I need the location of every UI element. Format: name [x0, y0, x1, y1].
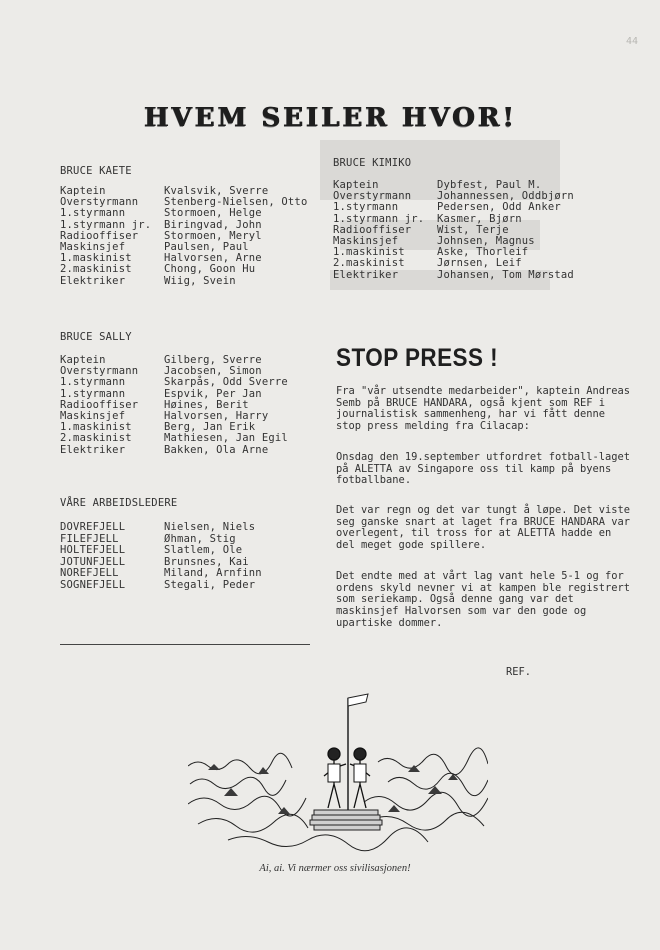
section-divider — [60, 644, 310, 645]
crew-name: Johansen, Tom Mørstad — [437, 268, 574, 281]
leader-row — [60, 522, 262, 534]
leader-name: Slatlem, Ole — [164, 544, 243, 557]
ship-name: SOGNEFJELL — [60, 578, 126, 591]
crew-role: 1.styrmann — [60, 376, 126, 389]
bruce-sally-heading: BRUCE SALLY — [60, 331, 132, 343]
bruce-kaete-crew-list — [60, 186, 307, 287]
leader-name: Nielsen, Niels — [164, 521, 256, 533]
crew-row — [60, 377, 288, 388]
crew-name: Pedersen, Odd Anker — [437, 201, 561, 214]
leader-name: Stegali, Peder — [164, 578, 256, 591]
bruce-kaete-heading: BRUCE KAETE — [60, 165, 132, 177]
crew-role: Radiooffiser — [60, 398, 139, 411]
crew-name: Stormoen, Helge — [164, 207, 262, 220]
crew-row — [60, 264, 307, 275]
crew-name: Gilberg, Sverre — [164, 354, 262, 366]
crew-role: Elektriker — [333, 268, 399, 281]
crew-name: Chong, Goon Hu — [164, 263, 256, 276]
crew-row — [60, 276, 307, 287]
crew-name: Skarpås, Odd Sverre — [164, 376, 288, 389]
crew-role: Maskinsjef — [333, 234, 399, 247]
stop-press-title: STOP PRESS ! — [336, 344, 499, 372]
crew-role: 1.styrmann — [60, 387, 126, 400]
crew-name: Kvalsvik, Sverre — [164, 185, 269, 197]
stop-press-paragraph-3: Det var regn og det var tungt å løpe. Det viste seg ganske snart at laget fra BRUCE HANDARA var overlegent, til tross for at ALETTA hadde en del meget gode spillere. — [336, 504, 631, 552]
crew-role: 1.styrmann — [60, 207, 126, 220]
leader-name: Brunsnes, Kai — [164, 555, 249, 568]
crew-role: 1.styrmann — [333, 201, 399, 214]
crew-name: Halvorsen, Arne — [164, 252, 262, 265]
crew-name: Johannessen, Oddbjørn — [437, 190, 574, 203]
crew-role: 2.maskinist — [60, 432, 132, 445]
crew-name: Høines, Berit — [164, 398, 249, 411]
crew-role: 2.maskinist — [333, 257, 405, 270]
crew-name: Mathiesen, Jan Egil — [164, 432, 288, 445]
crew-row — [333, 202, 574, 213]
crew-role: 1.styrmann jr. — [60, 218, 152, 231]
crew-name: Berg, Jan Erik — [164, 421, 256, 434]
ship-name: JOTUNFJELL — [60, 555, 126, 568]
crew-role: Radiooffiser — [333, 223, 412, 236]
crew-name: Dybfest, Paul M. — [437, 179, 542, 191]
page-title: HVEM SEILER HVOR! — [143, 103, 517, 133]
crew-name: Aske, Thorleif — [437, 246, 529, 259]
crew-role: Elektriker — [60, 274, 126, 287]
crew-role: Overstyrmann — [60, 365, 139, 378]
stop-press-paragraph-1: Fra "vår utsendte medarbeider", kaptein Andreas Semb på BRUCE HANDARA, også kjent som REF i journalistisk sammenheng, har vi fått denne stop press melding fra Cilacap: — [336, 385, 631, 433]
crew-role: Overstyrmann — [333, 190, 412, 203]
crew-name: Espvik, Per Jan — [164, 387, 262, 400]
bruce-kimiko-crew-list — [333, 180, 574, 281]
cartoon-caption: Ai, ai. Vi nærmer oss sivilisasjonen! — [259, 863, 411, 874]
crew-row — [60, 445, 288, 456]
crew-name: Bakken, Ola Arne — [164, 443, 269, 456]
raft-cartoon-illustration — [188, 684, 488, 854]
crew-role: Maskinsjef — [60, 240, 126, 253]
crew-role: 1.maskinist — [333, 246, 405, 259]
crew-name: Halvorsen, Harry — [164, 409, 269, 422]
ship-name: FILEFJELL — [60, 532, 119, 545]
arbeidsledere-list — [60, 522, 262, 592]
ship-name: NOREFJELL — [60, 567, 119, 580]
crew-role: Kaptein — [333, 179, 379, 191]
crew-role: Elektriker — [60, 443, 126, 456]
crew-role: Kaptein — [60, 354, 106, 366]
crew-row — [333, 270, 574, 281]
page-number: 44 — [625, 36, 638, 47]
stop-press-paragraph-2: Onsdag den 19.september utfordret fotball-laget på ALETTA av Singapore oss til kamp på byens fotballbane. — [336, 451, 631, 487]
bruce-kimiko-heading: BRUCE KIMIKO — [333, 157, 412, 169]
crew-role: Overstyrmann — [60, 196, 139, 209]
ship-name: HOLTEFJELL — [60, 544, 126, 557]
crew-row — [60, 433, 288, 444]
crew-name: Johnsen, Magnus — [437, 234, 535, 247]
bruce-sally-crew-list — [60, 355, 288, 456]
crew-role: 1.maskinist — [60, 252, 132, 265]
leader-name: Miland, Arnfinn — [164, 567, 262, 580]
crew-role: Kaptein — [60, 185, 106, 197]
crew-name: Wiig, Svein — [164, 274, 236, 287]
crew-role: Radiooffiser — [60, 229, 139, 242]
crew-role: 1.styrmann jr. — [333, 212, 425, 225]
leader-name: Øhman, Stig — [164, 532, 236, 545]
crew-name: Stenberg-Nielsen, Otto — [164, 196, 308, 209]
crew-role: 1.maskinist — [60, 421, 132, 434]
arbeidsledere-heading: VÅRE ARBEIDSLEDERE — [60, 497, 178, 509]
crew-name: Paulsen, Paul — [164, 240, 249, 253]
crew-name: Jacobsen, Simon — [164, 365, 262, 378]
crew-name: Biringvad, John — [164, 218, 262, 231]
crew-name: Kasmer, Bjørn — [437, 212, 522, 225]
crew-name: Stormoen, Meryl — [164, 229, 262, 242]
crew-row — [60, 208, 307, 219]
stop-press-paragraph-4: Det endte med at vårt lag vant hele 5-1 og for ordens skyld nevner vi at kampen ble registrert som seriekamp. Også denne gang var det maskinsjef Halvorsen som var den gode og upartiske dommer. — [336, 570, 631, 629]
crew-row — [333, 258, 574, 269]
crew-role: 2.maskinist — [60, 263, 132, 276]
crew-name: Wist, Terje — [437, 223, 509, 236]
ship-name: DOVREFJELL — [60, 521, 126, 533]
crew-role: Maskinsjef — [60, 409, 126, 422]
crew-name: Jørnsen, Leif — [437, 257, 522, 270]
leader-row — [60, 580, 262, 592]
stop-press-signature: REF. — [506, 666, 532, 678]
